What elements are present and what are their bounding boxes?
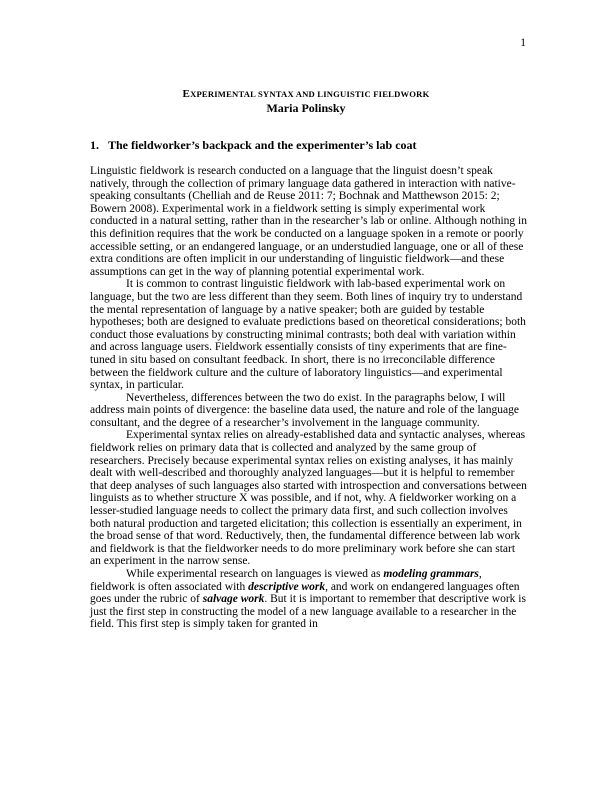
emphasis-text: salvage work (202, 593, 265, 606)
author-name: Maria Polinsky (266, 101, 346, 115)
title-rest: XPERIMENTAL SYNTAX AND LINGUISTIC FIELDWORK (190, 89, 430, 99)
title-initial: E (182, 88, 191, 100)
section-heading (90, 138, 417, 153)
paragraph-text: , and work on endangered languages often goes under the rubric of (90, 580, 520, 606)
paragraph: It is common to contrast linguistic fieldwork with lab-based experimental work on language, but the two are less different than they seem. Both lines of inquiry try to understand the mental representation of language by a native speaker; both are guided by testable hypotheses; both are designed to evaluate predictions based on theoretical considerations; both conduct those evaluations by constructing minimal contrasts; both deal with variation within and across language users. Fieldwork essentially consists of tiny experiments that are fine-tuned in situ based on consultant feedback. In short, there is no irreconcilable difference between the fieldwork culture and the culture of laboratory linguistics—and experimental syntax, in particular. (90, 278, 526, 392)
paragraph-text: , fieldwork is often associated with (90, 568, 482, 593)
paragraph: Experimental syntax relies on already-established data and syntactic analyses, whereas fieldwork relies on primary data that is collected and analyzed by the same group of researchers. Precisely because experimental syntax relies on existing analyses, it has mainly dealt with well-described and thoroughly analyzed languages—but it is helpful to remember that deep analyses of such languages also started with introspection and conversations between linguists as to whether structure X was possible, and if not, why. A fieldworker working on a lesser-studied language needs to collect the primary data first, and such collection involves both natural production and targeted elicitation; this collection is essentially an experiment, in the broad sense of that word. Reductively, then, the fundamental difference between lab work and fieldwork is that the fieldworker needs to do more preliminary work before she can start an experiment in the narrow sense. (90, 429, 527, 568)
section-number: 1. (90, 138, 99, 152)
paragraph: Linguistic fieldwork is research conducted on a language that the linguist doesn’t speak natively, through the collection of primary language data gathered in interaction with native-speaking consultants (Chelliah and de Reuse 2011: 7; Bochnak and Matthewson 2015: 2; Bowern 2008). Experimental work in a fieldwork setting is simply experimental work conducted in a natural setting, rather than in the researcher’s lab or online. Although nothing in this definition requires that the work be conducted on a language spoken in a remote or poorly accessible setting, or an endangered language, or an understudied language, one or all of these extra conditions are often implicit in our understanding of linguistic fieldwork—and these assumptions can get in the way of planning potential experimental work. (90, 165, 527, 278)
title-block (0, 88, 612, 115)
emphasis-text: modeling grammars (383, 568, 479, 580)
section-title: The fieldworker’s backpack and the experimenter’s lab coat (108, 138, 417, 152)
body-text (90, 165, 528, 631)
paragraph: Nevertheless, differences between the two do exist. In the paragraphs below, I will address main points of divergence: the baseline data used, the nature and role of the language consultant, and the degree of a researcher’s involvement in the language community. (90, 391, 519, 429)
paragraph (90, 568, 528, 631)
paper-title (0, 88, 612, 100)
paragraph-text: While experimental research on languages is viewed as (126, 568, 384, 580)
emphasis-text: descriptive work (248, 580, 326, 593)
paragraph-text: . But it is important to remember that descriptive work is just the first step in constructing the model of a new language available to a researcher in the field. This first step is simply taken for granted in (90, 593, 526, 631)
page-number: 1 (520, 37, 526, 49)
